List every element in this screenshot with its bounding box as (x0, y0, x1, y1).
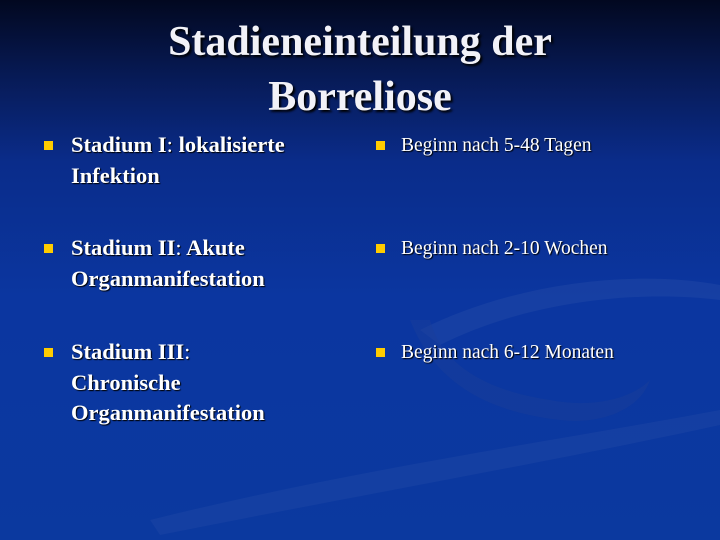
stage-separator: : (184, 339, 191, 364)
stage-label: Stadium II (71, 235, 176, 260)
stage-item (71, 130, 361, 191)
title-line: Borreliose (268, 74, 452, 120)
bullet-square-icon (376, 348, 385, 357)
bullet-square-icon (376, 244, 385, 253)
title-line: Stadieneinteilung der (168, 19, 552, 65)
stage-item (71, 337, 361, 429)
stage-label: Stadium I (71, 132, 167, 157)
stage-onset: Beginn nach 6-12 Monaten (401, 342, 614, 363)
slide-title (0, 15, 720, 125)
stage-item (71, 233, 361, 294)
stage-desc: Organmanifestation (71, 400, 265, 425)
bullet-square-icon (44, 348, 53, 357)
stage-label: Stadium III (71, 339, 185, 364)
stage-onset: Beginn nach 5-48 Tagen (401, 135, 592, 156)
stage-desc: Organmanifestation (71, 265, 265, 291)
bullet-square-icon (44, 244, 53, 253)
stage-separator: : (166, 132, 173, 157)
stage-desc: Infektion (71, 162, 160, 188)
bullet-square-icon (44, 141, 53, 150)
bullet-square-icon (376, 141, 385, 150)
stage-desc: Chronische (71, 369, 181, 395)
stage-desc: Akute (181, 235, 245, 260)
stage-separator: : (175, 235, 182, 260)
stage-desc: lokalisierte (172, 132, 285, 157)
stage-onset: Beginn nach 2-10 Wochen (401, 238, 608, 259)
